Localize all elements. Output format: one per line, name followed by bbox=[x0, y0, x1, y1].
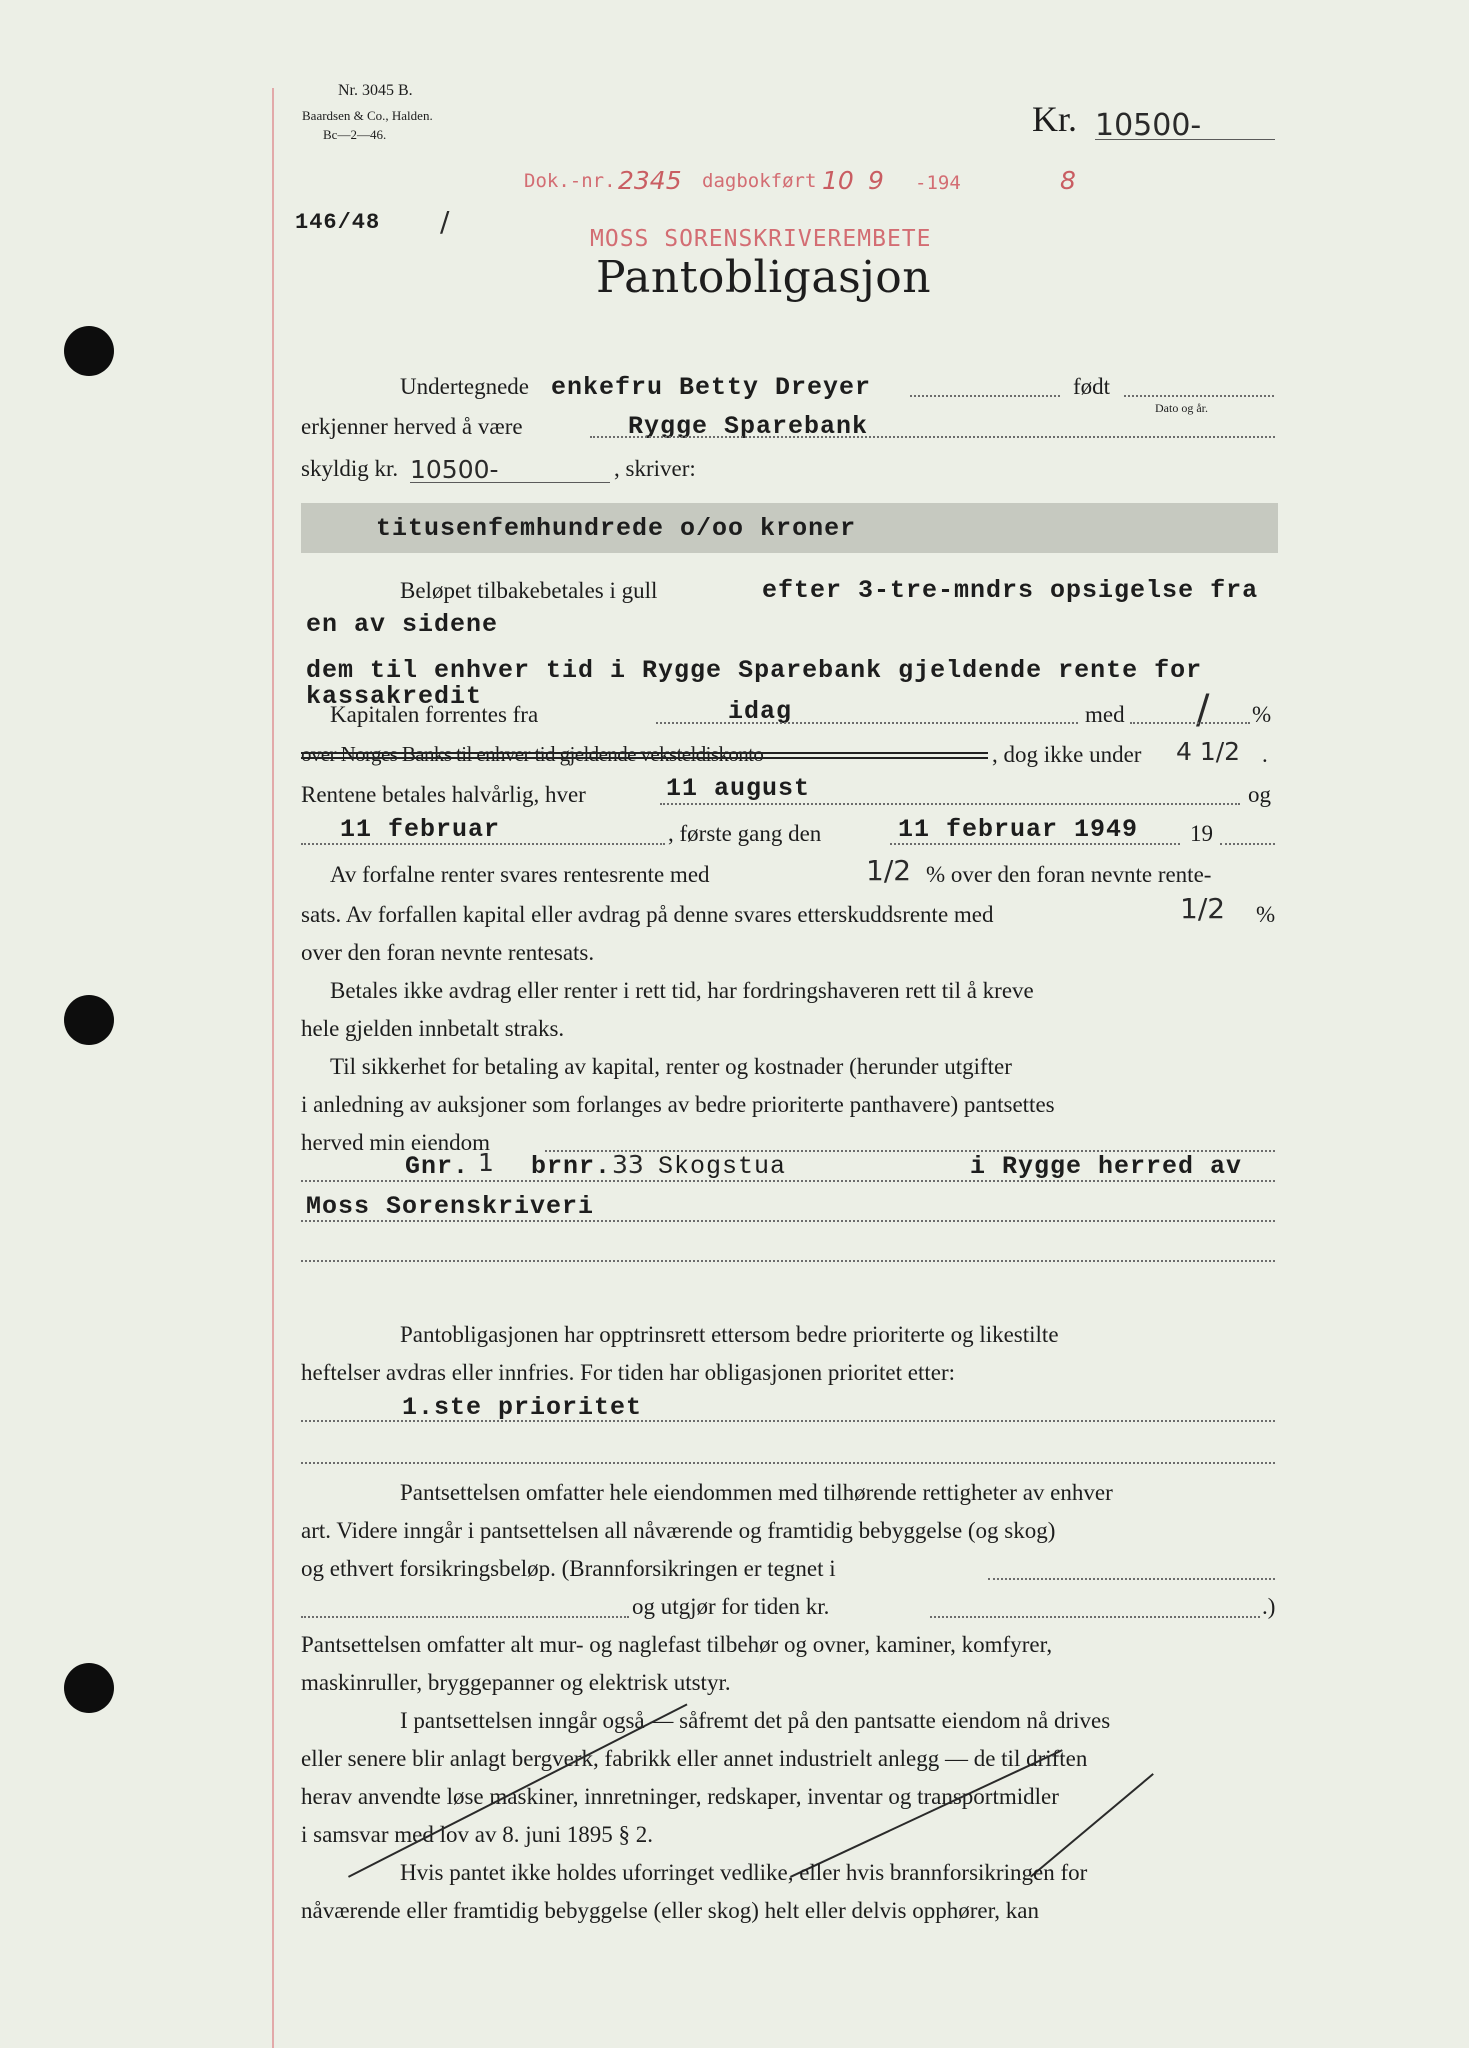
omfatter-text-4: og utgjør for tiden kr. bbox=[632, 1594, 830, 1619]
repayment-terms-1: efter 3-tre-mndrs opsigelse fra bbox=[762, 576, 1259, 605]
property-brnr-label: brnr. bbox=[531, 1152, 612, 1181]
punch-hole-bottom bbox=[64, 1663, 114, 1713]
dog-label: , dog ikke under bbox=[992, 742, 1142, 767]
stamp-date-day: 10 bbox=[822, 166, 854, 195]
document-title: Pantobligasjon bbox=[596, 252, 932, 303]
print-code: Bc—2—46. bbox=[323, 127, 387, 142]
minimum-rate-suffix: . bbox=[1262, 742, 1268, 767]
default-rate-1: 1/2 bbox=[866, 854, 912, 887]
property-gnr-value: 1 bbox=[478, 1148, 494, 1177]
form-number: Nr. 3045 B. bbox=[338, 82, 413, 99]
sikkerhet-text-1: Til sikkerhet for betaling av kapital, renter og kostnader (herunder utgifter bbox=[330, 1054, 1012, 1079]
sikkerhet-text-3: herved min eiendom bbox=[301, 1130, 491, 1155]
creditor-dots bbox=[590, 436, 1275, 438]
forste-label: , første gang den bbox=[668, 821, 822, 846]
record-number: 146/48 bbox=[295, 210, 381, 235]
percent-sign: % bbox=[1252, 702, 1272, 727]
prior-text-1: Pantobligasjonen har opptrinsrett ettersom bedre prioriterte og likestilte bbox=[400, 1322, 1059, 1347]
ogsa-text-1: I pantsettelsen inngår også — såfremt det på den pantsatte eiendom nå drives bbox=[400, 1708, 1111, 1733]
priority-dots-2 bbox=[301, 1462, 1275, 1464]
property-dots-2 bbox=[301, 1220, 1275, 1222]
forfalne-text-2: sats. Av forfallen kapital eller avdrag på denne svares etterskuddsrente med bbox=[301, 902, 994, 927]
hvis-text-1: Hvis pantet ikke holdes uforringet vedlike, eller hvis brannforsikringen for bbox=[400, 1860, 1088, 1885]
repayment-terms-2: en av sidene bbox=[306, 610, 499, 639]
forfalne-text-a: Av forfalne renter svares rentesrente med bbox=[330, 862, 710, 887]
skyldig-rule bbox=[410, 482, 610, 483]
minimum-rate: 4 1/2 bbox=[1176, 737, 1241, 766]
first-payment-dots bbox=[890, 843, 1180, 845]
mur-text-2: maskinruller, bryggepanner og elektrisk utstyr. bbox=[301, 1670, 731, 1695]
payment-1-dots bbox=[660, 803, 1240, 805]
payment-date-1: 11 august bbox=[666, 774, 811, 803]
property-place: i Rygge herred av bbox=[970, 1152, 1243, 1181]
erkjenner-label: erkjenner herved å være bbox=[301, 414, 523, 439]
percent-sign-2: % bbox=[1256, 902, 1276, 927]
prior-text-2: heftelser avdras eller innfries. For tiden har obligasjonen prioritet etter: bbox=[301, 1360, 955, 1385]
stamp-date-month: 9 bbox=[868, 166, 884, 195]
punch-hole-top bbox=[64, 326, 114, 376]
stamp-office: MOSS SORENSKRIVEREMBETE bbox=[590, 226, 932, 252]
forfalne-text-3: over den foran nevnte rentesats. bbox=[301, 940, 595, 965]
rate-terms-1: dem til enhver tid i Rygge Sparebank gjeldende rente for bbox=[306, 656, 1203, 685]
dato-label: Dato og år. bbox=[1155, 401, 1208, 415]
og-label: og bbox=[1248, 782, 1271, 807]
property-dots-3 bbox=[301, 1260, 1275, 1262]
payment-2-dots bbox=[301, 843, 665, 845]
insurance-dots-2 bbox=[301, 1616, 629, 1618]
rentene-label: Rentene betales halvårlig, hver bbox=[301, 782, 586, 807]
interest-rate: / bbox=[1196, 687, 1210, 733]
kapitalen-label: Kapitalen forrentes fra bbox=[330, 702, 539, 727]
first-payment-date: 11 februar 1949 bbox=[898, 815, 1139, 844]
skriver-label: , skriver: bbox=[614, 456, 696, 481]
rate-terms-2: kassakredit bbox=[306, 682, 483, 711]
omfatter-text-2: art. Videre inngår i pantsettelsen all nåværende og framtidig bebyggelse (og skog) bbox=[301, 1518, 1056, 1543]
property-name: Skogstua bbox=[658, 1152, 787, 1181]
property-line-2: Moss Sorenskriveri bbox=[306, 1192, 595, 1221]
forfalne-text-b: % over den foran nevnte rente- bbox=[926, 862, 1212, 887]
undertegnede-label: Undertegnede bbox=[400, 374, 529, 399]
belopet-label: Beløpet tilbakebetales i gull bbox=[400, 578, 658, 603]
property-brnr-value: 33 bbox=[612, 1150, 644, 1179]
insurance-dots-1 bbox=[988, 1578, 1275, 1580]
amount-value: 10500- bbox=[1095, 108, 1202, 143]
amount-words: titusenfemhundrede o/oo kroner bbox=[376, 514, 857, 543]
property-dots-1 bbox=[301, 1180, 1275, 1182]
ogsa-text-2: eller senere blir anlagt bergverk, fabrikk eller annet industrielt anlegg — de til driften bbox=[301, 1746, 1088, 1771]
mur-text-1: Pantsettelsen omfatter alt mur- og naglefast tilbehør og ovner, kaminer, komfyrer, bbox=[301, 1632, 1053, 1657]
amount-label: Kr. bbox=[1032, 99, 1077, 139]
printer-name: Baardsen & Co., Halden. bbox=[302, 108, 433, 123]
stamp-dok-number: 2345 bbox=[618, 166, 682, 195]
skyldig-label: skyldig kr. bbox=[301, 456, 399, 481]
margin-line bbox=[272, 88, 274, 2048]
record-mark: / bbox=[440, 205, 450, 238]
payment-date-2: 11 februar bbox=[340, 815, 501, 844]
priority-value: 1.ste prioritet bbox=[402, 1393, 643, 1422]
rate-dots bbox=[1130, 722, 1250, 724]
fodt-dots bbox=[1124, 395, 1274, 397]
nineteen-label: 19 bbox=[1190, 821, 1213, 846]
priority-dots-1 bbox=[301, 1420, 1275, 1422]
stamp-dok-label: Dok.-nr. bbox=[524, 170, 616, 192]
debtor-dots bbox=[910, 395, 1060, 397]
stamp-dagbokfort-label: dagbokført bbox=[702, 170, 817, 192]
from-dots bbox=[656, 722, 1078, 724]
omfatter-text-3: og ethvert forsikringsbeløp. (Brannforsikringen er tegnet i bbox=[301, 1556, 836, 1581]
omfatter-text-1: Pantsettelsen omfatter hele eiendommen med tilhørende rettigheter av enhver bbox=[400, 1480, 1113, 1505]
stamp-date-year-hand: 8 bbox=[1060, 166, 1076, 195]
insurance-dots-3 bbox=[930, 1616, 1260, 1618]
stamp-date-year-printed: -194 bbox=[915, 172, 961, 194]
interest-from-date: idag bbox=[728, 697, 793, 726]
betales-text-1: Betales ikke avdrag eller renter i rett tid, har fordringshaveren rett til å kreve bbox=[330, 978, 1034, 1003]
debtor-name: enkefru Betty Dreyer bbox=[551, 373, 872, 402]
default-rate-2: 1/2 bbox=[1180, 892, 1226, 925]
year-dots bbox=[1220, 843, 1275, 845]
omfatter-text-4-end: .) bbox=[1262, 1594, 1276, 1619]
ogsa-text-4: i samsvar med lov av 8. juni 1895 § 2. bbox=[301, 1822, 653, 1847]
property-gnr-label: Gnr. bbox=[405, 1152, 470, 1181]
strike-line-1 bbox=[301, 752, 988, 754]
sikkerhet-text-2: i anledning av auksjoner som forlanges av bedre prioriterte panthavere) pantsettes bbox=[301, 1092, 1055, 1117]
fodt-label: født bbox=[1073, 374, 1111, 399]
hvis-text-2: nåværende eller framtidig bebyggelse (eller skog) helt eller delvis opphører, kan bbox=[301, 1898, 1040, 1923]
amount-rule bbox=[1095, 139, 1275, 140]
med-label: med bbox=[1085, 702, 1125, 727]
betales-text-2: hele gjelden innbetalt straks. bbox=[301, 1016, 565, 1041]
punch-hole-middle bbox=[64, 995, 114, 1045]
struck-discount-text: over Norges Banks til enhver tid gjeldende veksteldiskonto bbox=[301, 742, 764, 766]
ogsa-text-3: herav anvendte løse maskiner, innretninger, redskaper, inventar og transportmidler bbox=[301, 1784, 1059, 1809]
creditor-name: Rygge Sparebank bbox=[628, 412, 869, 441]
skyldig-amount: 10500- bbox=[410, 455, 499, 484]
strike-line-2 bbox=[301, 757, 988, 759]
